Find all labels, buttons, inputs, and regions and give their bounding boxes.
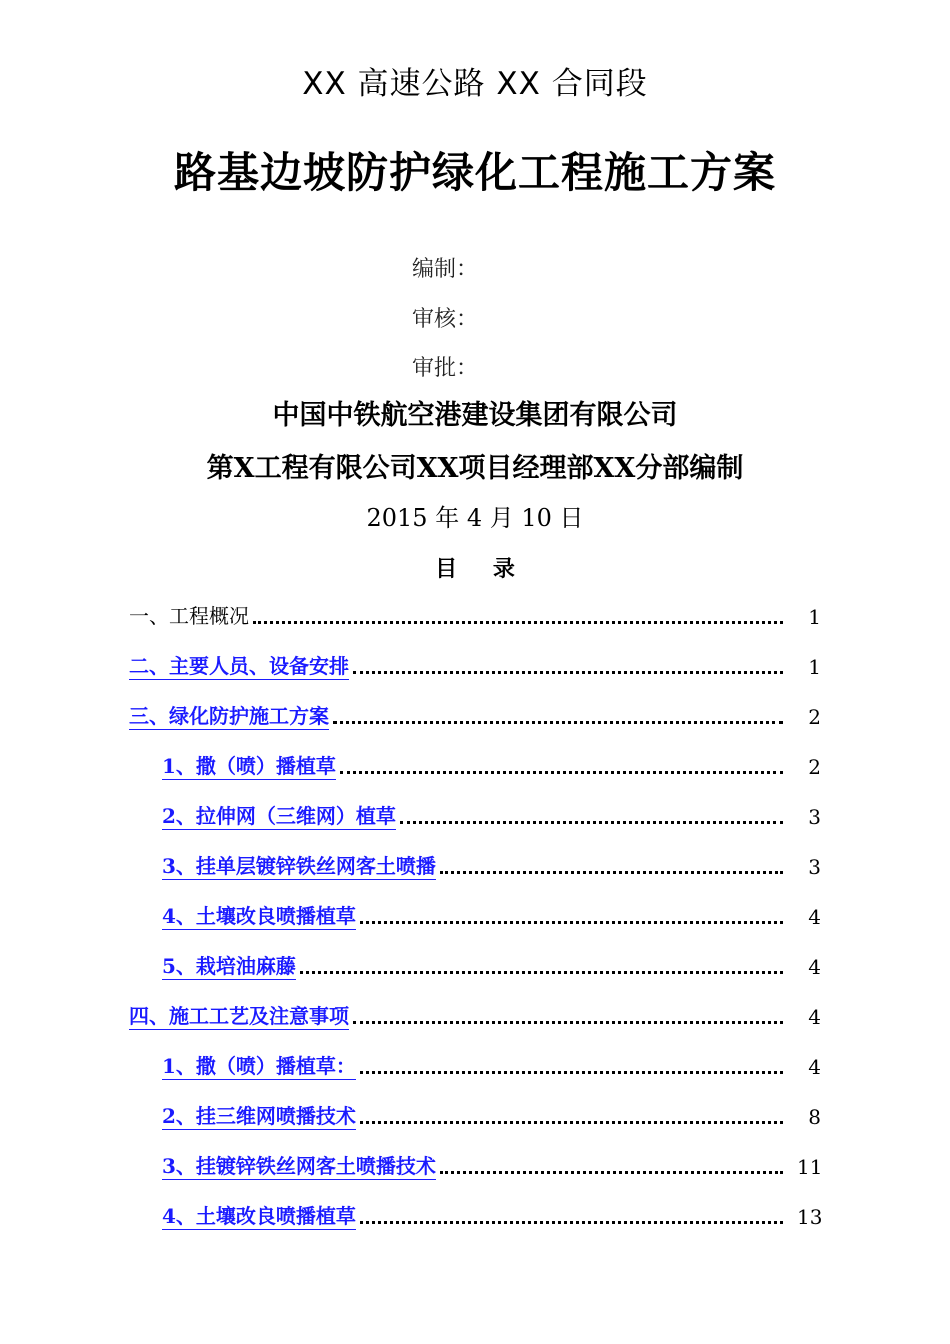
toc-entry-3d-net-technique[interactable] <box>162 1100 821 1130</box>
toc-entry-label[interactable]: 4、土壤改良喷播植草 <box>162 1200 356 1230</box>
toc-entry-label[interactable]: 1、撒（喷）播植草： <box>162 1050 356 1080</box>
toc-page-number: 11 <box>797 1155 823 1179</box>
toc-page-number: 2 <box>808 755 821 779</box>
toc-entry-label[interactable]: 3、挂单层镀锌铁丝网客土喷播 <box>162 850 436 880</box>
toc-leader-dots <box>353 1021 783 1024</box>
toc-leader-dots <box>400 821 783 824</box>
organization-name: 中国中铁航空港建设集团有限公司 <box>272 400 678 431</box>
toc-entry-label[interactable]: 5、栽培油麻藤 <box>162 950 296 980</box>
reviewed-by-label: 审核： <box>412 307 479 332</box>
toc-entry-label[interactable]: 3、挂镀锌铁丝网客土喷播技术 <box>162 1150 436 1180</box>
toc-page-number: 3 <box>808 805 821 829</box>
toc-leader-dots <box>360 1121 783 1124</box>
organization-department: 第X工程有限公司XX项目经理部XX分部编制 <box>206 453 744 484</box>
toc-entry-seeding[interactable] <box>162 750 821 780</box>
toc-page-number: 2 <box>808 705 821 729</box>
toc-page-number: 4 <box>808 905 821 929</box>
toc-entry-label[interactable]: 1、撒（喷）播植草 <box>162 750 336 780</box>
compiled-by-label: 编制： <box>412 257 479 282</box>
toc-leader-dots <box>360 921 783 924</box>
approved-by-label: 审批： <box>412 356 479 381</box>
toc-entry-construction-process[interactable] <box>129 1000 821 1030</box>
project-subtitle: XX 高速公路 XX 合同段 <box>302 66 648 102</box>
toc-heading: 目 录 <box>435 556 529 582</box>
toc-entry-seeding-process[interactable] <box>162 1050 821 1080</box>
toc-entry-label[interactable]: 四、施工工艺及注意事项 <box>129 1000 349 1030</box>
toc-leader-dots <box>360 1071 783 1074</box>
toc-entry-wire-mesh-technique[interactable] <box>162 1150 821 1180</box>
toc-leader-dots <box>353 671 783 674</box>
toc-entry-label[interactable]: 4、土壤改良喷播植草 <box>162 900 356 930</box>
toc-entry-label[interactable]: 二、主要人员、设备安排 <box>129 650 349 680</box>
document-date: 2015 年 4 月 10 日 <box>366 504 584 532</box>
document-title: 路基边坡防护绿化工程施工方案 <box>173 148 776 197</box>
toc-entry-label[interactable]: 2、拉伸网（三维网）植草 <box>162 800 396 830</box>
toc-entry-wire-mesh[interactable] <box>162 850 821 880</box>
toc-entry-overview[interactable] <box>129 600 821 630</box>
toc-leader-dots <box>440 871 783 874</box>
toc-page-number: 1 <box>808 605 821 629</box>
toc-entry-soil-improvement[interactable] <box>162 900 821 930</box>
toc-page-number: 4 <box>808 1055 821 1079</box>
toc-leader-dots <box>440 1171 783 1174</box>
toc-entry-personnel[interactable] <box>129 650 821 680</box>
toc-page-number: 13 <box>797 1205 823 1229</box>
toc-page-number: 3 <box>808 855 821 879</box>
toc-leader-dots <box>360 1221 783 1224</box>
toc-leader-dots <box>340 771 783 774</box>
toc-leader-dots <box>300 971 783 974</box>
toc-page-number: 4 <box>808 955 821 979</box>
toc-leader-dots <box>333 721 783 724</box>
toc-entry-3d-net[interactable] <box>162 800 821 830</box>
toc-page-number: 8 <box>808 1105 821 1129</box>
toc-entry-greening-plan[interactable] <box>129 700 821 730</box>
toc-entry-soil-improvement-technique[interactable] <box>162 1200 821 1230</box>
toc-page-number: 1 <box>808 655 821 679</box>
toc-leader-dots <box>253 621 783 624</box>
toc-entry-label: 一、工程概况 <box>129 604 249 628</box>
toc-entry-vines[interactable] <box>162 950 821 980</box>
toc-page-number: 4 <box>808 1005 821 1029</box>
toc-entry-label[interactable]: 三、绿化防护施工方案 <box>129 700 329 730</box>
toc-entry-label[interactable]: 2、挂三维网喷播技术 <box>162 1100 356 1130</box>
